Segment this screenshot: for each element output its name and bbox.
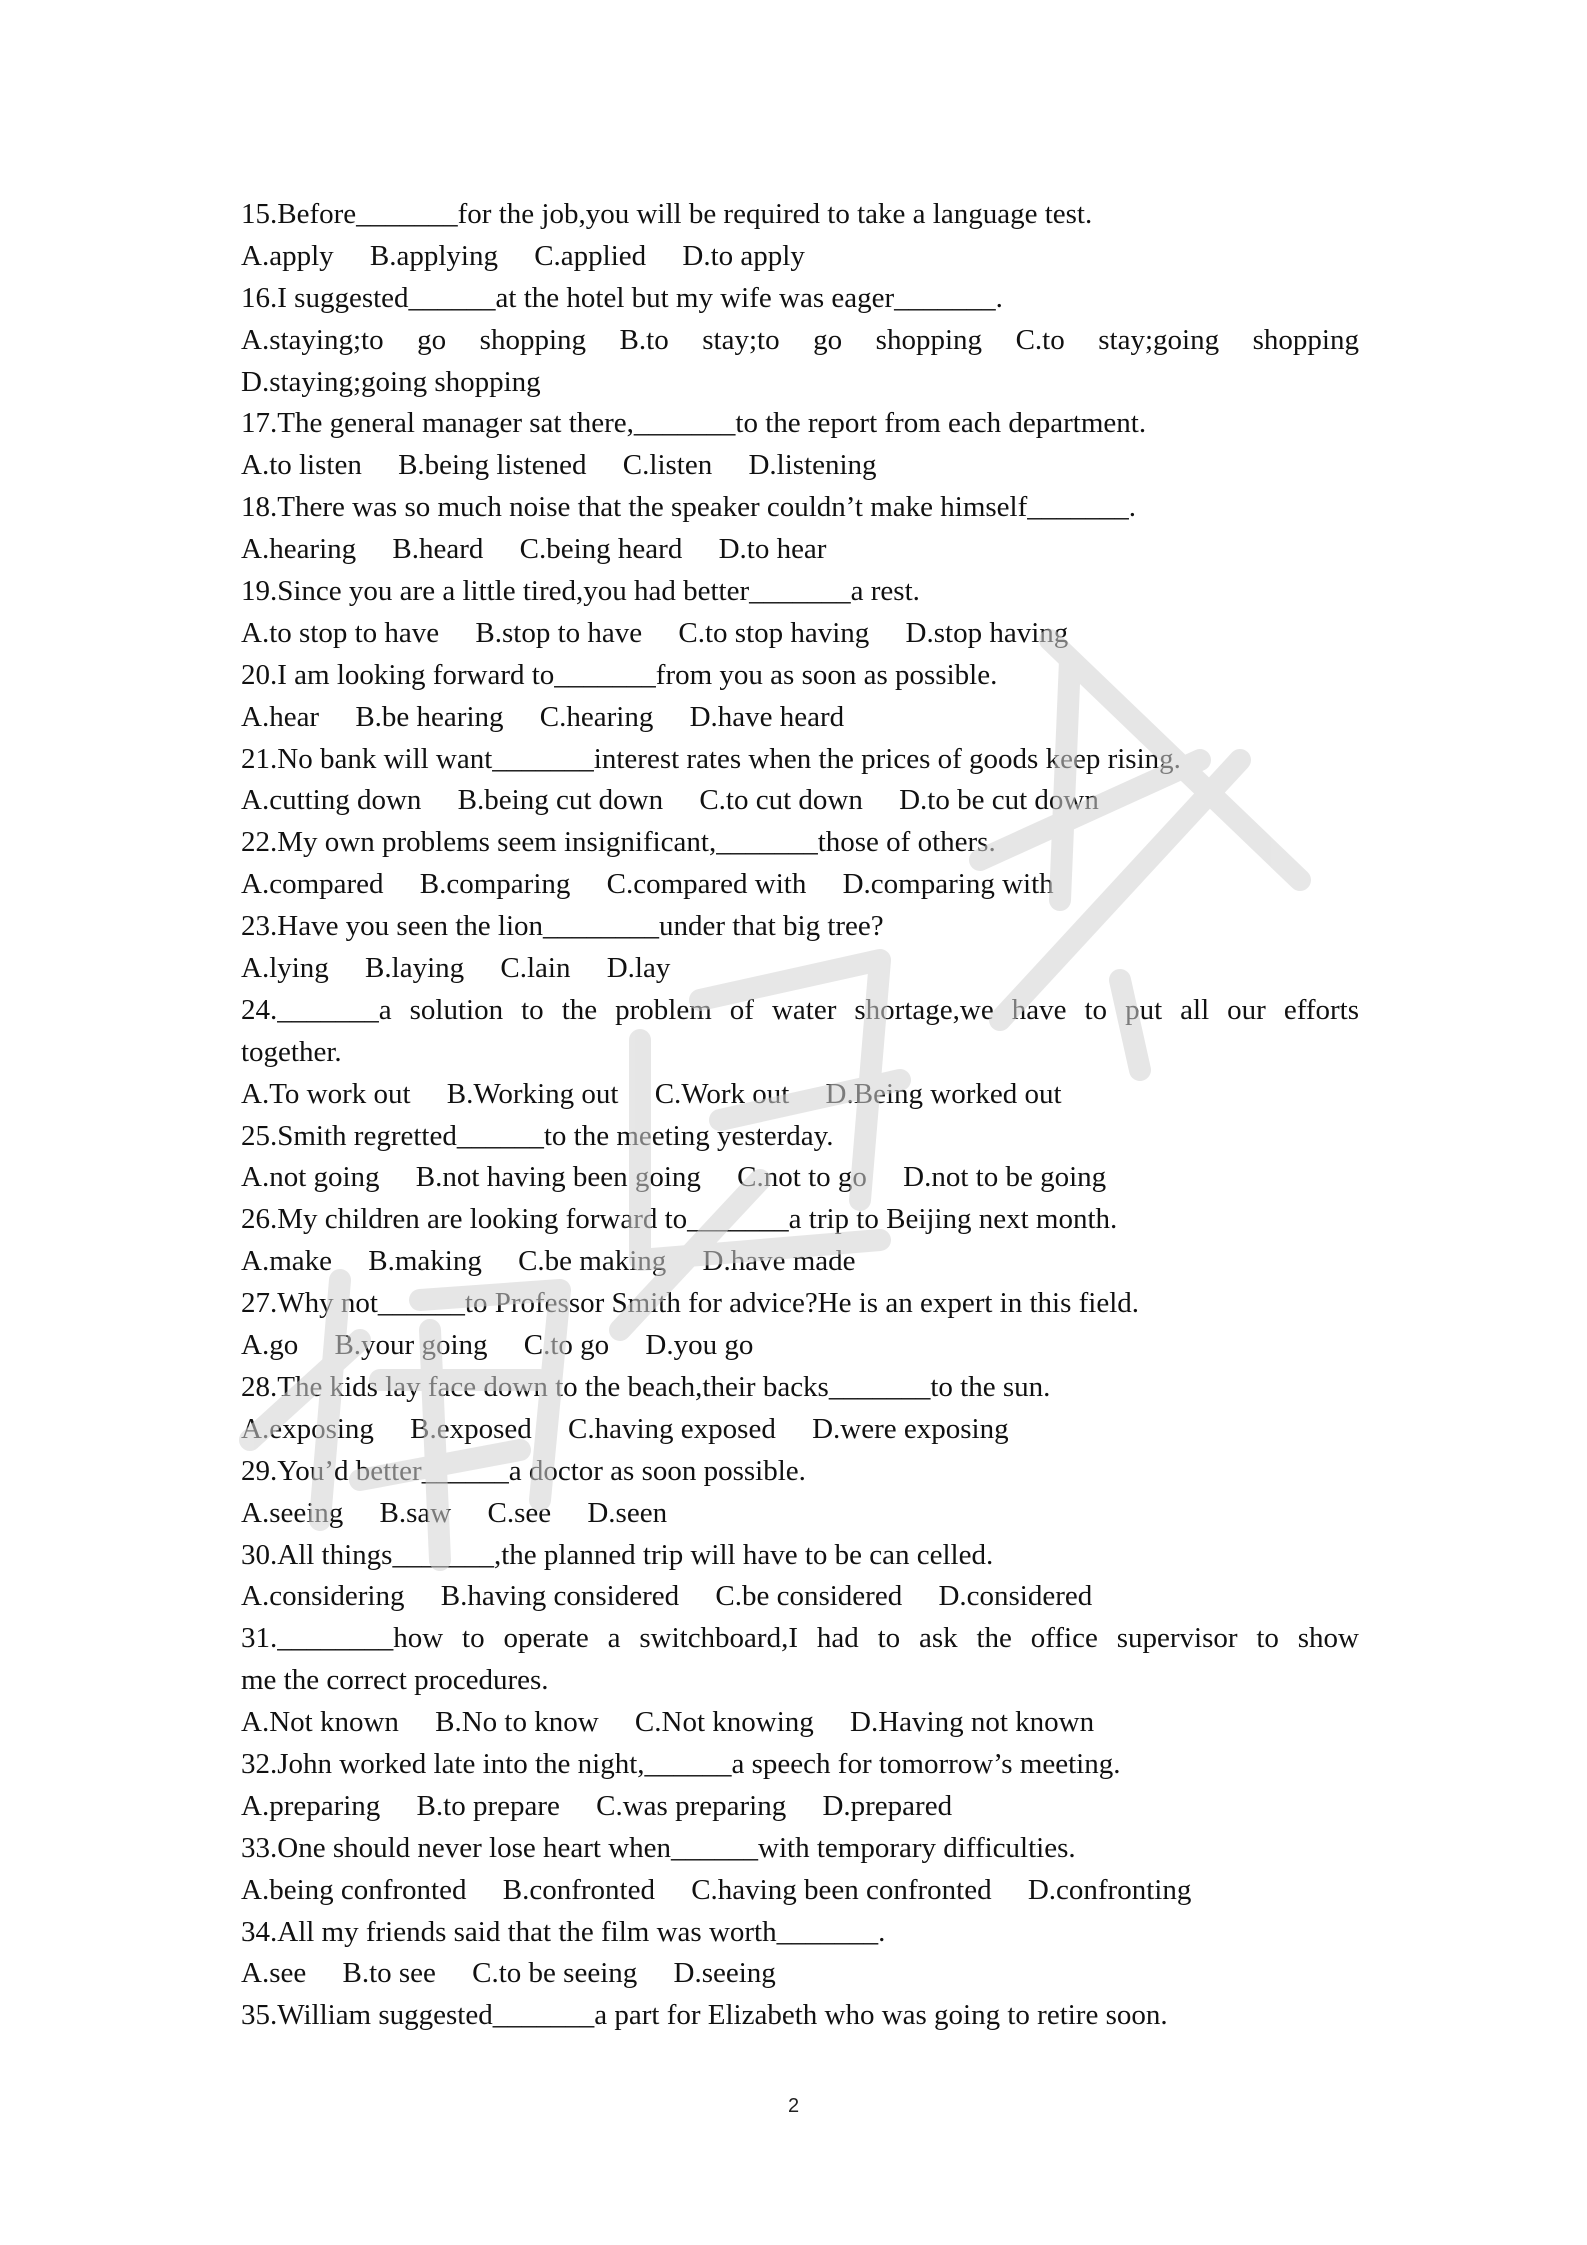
answer-options: A.go B.your going C.to go D.you go	[241, 1329, 754, 1362]
question-text: 23.Have you seen the lion________under that big tree?	[241, 910, 884, 943]
question-text: 24._______a solution to the problem of water shortage,we have to put all our efforts	[241, 993, 1359, 1026]
question-text: 28.The kids lay face down to the beach,their backs_______to the sun.	[241, 1370, 1051, 1403]
question-text: 15.Before_______for the job,you will be required to take a language test.	[241, 198, 1093, 230]
question-text: 25.Smith regretted______to the meeting yesterday.	[241, 1119, 834, 1152]
answer-options: A.preparing B.to prepare C.was preparing D.prepared	[241, 1789, 953, 1822]
answer-options: A.hear B.be hearing C.hearing D.have heard	[241, 700, 845, 733]
answer-options: A.compared B.comparing C.compared with D.comparing with	[241, 868, 1054, 901]
answer-options: A.hearing B.heard C.being heard D.to hear	[241, 533, 827, 566]
question-list	[241, 194, 1359, 2037]
answer-options: A.cutting down B.being cut down C.to cut down D.to be cut down	[241, 784, 1099, 817]
answer-options: A.exposing B.exposed C.having exposed D.were exposing	[241, 1412, 1009, 1445]
answer-options: A.apply B.applying C.applied D.to apply	[241, 239, 805, 272]
answer-options: A.to listen B.being listened C.listen D.listening	[241, 449, 877, 482]
answer-options: A.Not known B.No to know C.Not knowing D.Having not known	[241, 1706, 1095, 1739]
question-text: 32.John worked late into the night,______a speech for tomorrow’s meeting.	[241, 1747, 1121, 1780]
question-text: 19.Since you are a little tired,you had better_______a rest.	[241, 575, 920, 608]
question-text: 22.My own problems seem insignificant,_______those of others.	[241, 826, 996, 859]
question-text: 33.One should never lose heart when______with temporary difficulties.	[241, 1831, 1076, 1864]
question-text: 31.________how to operate a switchboard,I had to ask the office supervisor to show	[241, 1622, 1359, 1655]
answer-options: A.not going B.not having been going C.not to go D.not to be going	[241, 1161, 1107, 1194]
question-text: 27.Why not______to Professor Smith for advice?He is an expert in this field.	[241, 1287, 1140, 1320]
page-number: 2	[787, 2095, 800, 2117]
question-text: 18.There was so much noise that the speaker couldn’t make himself_______.	[241, 491, 1137, 524]
question-text: 21.No bank will want_______interest rates when the prices of goods keep rising.	[241, 742, 1181, 775]
answer-options: A.staying;to go shopping B.to stay;to go shopping C.to stay;going shopping	[241, 323, 1359, 356]
answer-options: D.staying;going shopping	[241, 365, 541, 398]
question-text: 30.All things_______,the planned trip will have to be can celled.	[241, 1538, 994, 1571]
question-text: together.	[241, 1035, 342, 1068]
question-text: 26.My children are looking forward to_______a trip to Beijing next month.	[241, 1203, 1118, 1236]
question-text: 16.I suggested______at the hotel but my wife was eager_______.	[241, 281, 1003, 314]
question-text: 29.You’d better______a doctor as soon possible.	[241, 1454, 806, 1487]
answer-options: A.lying B.laying C.lain D.lay	[241, 952, 671, 985]
question-text: 17.The general manager sat there,_______to the report from each department.	[241, 407, 1147, 440]
answer-options: A.seeing B.saw C.see D.seen	[241, 1496, 668, 1529]
answer-options: A.To work out B.Working out C.Work out D.Being worked out	[241, 1077, 1062, 1110]
question-text: 35.William suggested_______a part for Elizabeth who was going to retire soon.	[241, 1999, 1168, 2032]
question-text: 34.All my friends said that the film was worth_______.	[241, 1915, 886, 1948]
answer-options: A.see B.to see C.to be seeing D.seeing	[241, 1957, 776, 1990]
answer-options: A.to stop to have B.stop to have C.to stop having D.stop having	[241, 616, 1069, 649]
answer-options: A.considering B.having considered C.be considered D.considered	[241, 1580, 1093, 1613]
question-text: 20.I am looking forward to_______from you as soon as possible.	[241, 658, 998, 691]
answer-options: A.being confronted B.confronted C.having been confronted D.confronting	[241, 1873, 1192, 1906]
answer-options: A.make B.making C.be making D.have made	[241, 1245, 856, 1278]
question-text: me the correct procedures.	[241, 1664, 549, 1697]
